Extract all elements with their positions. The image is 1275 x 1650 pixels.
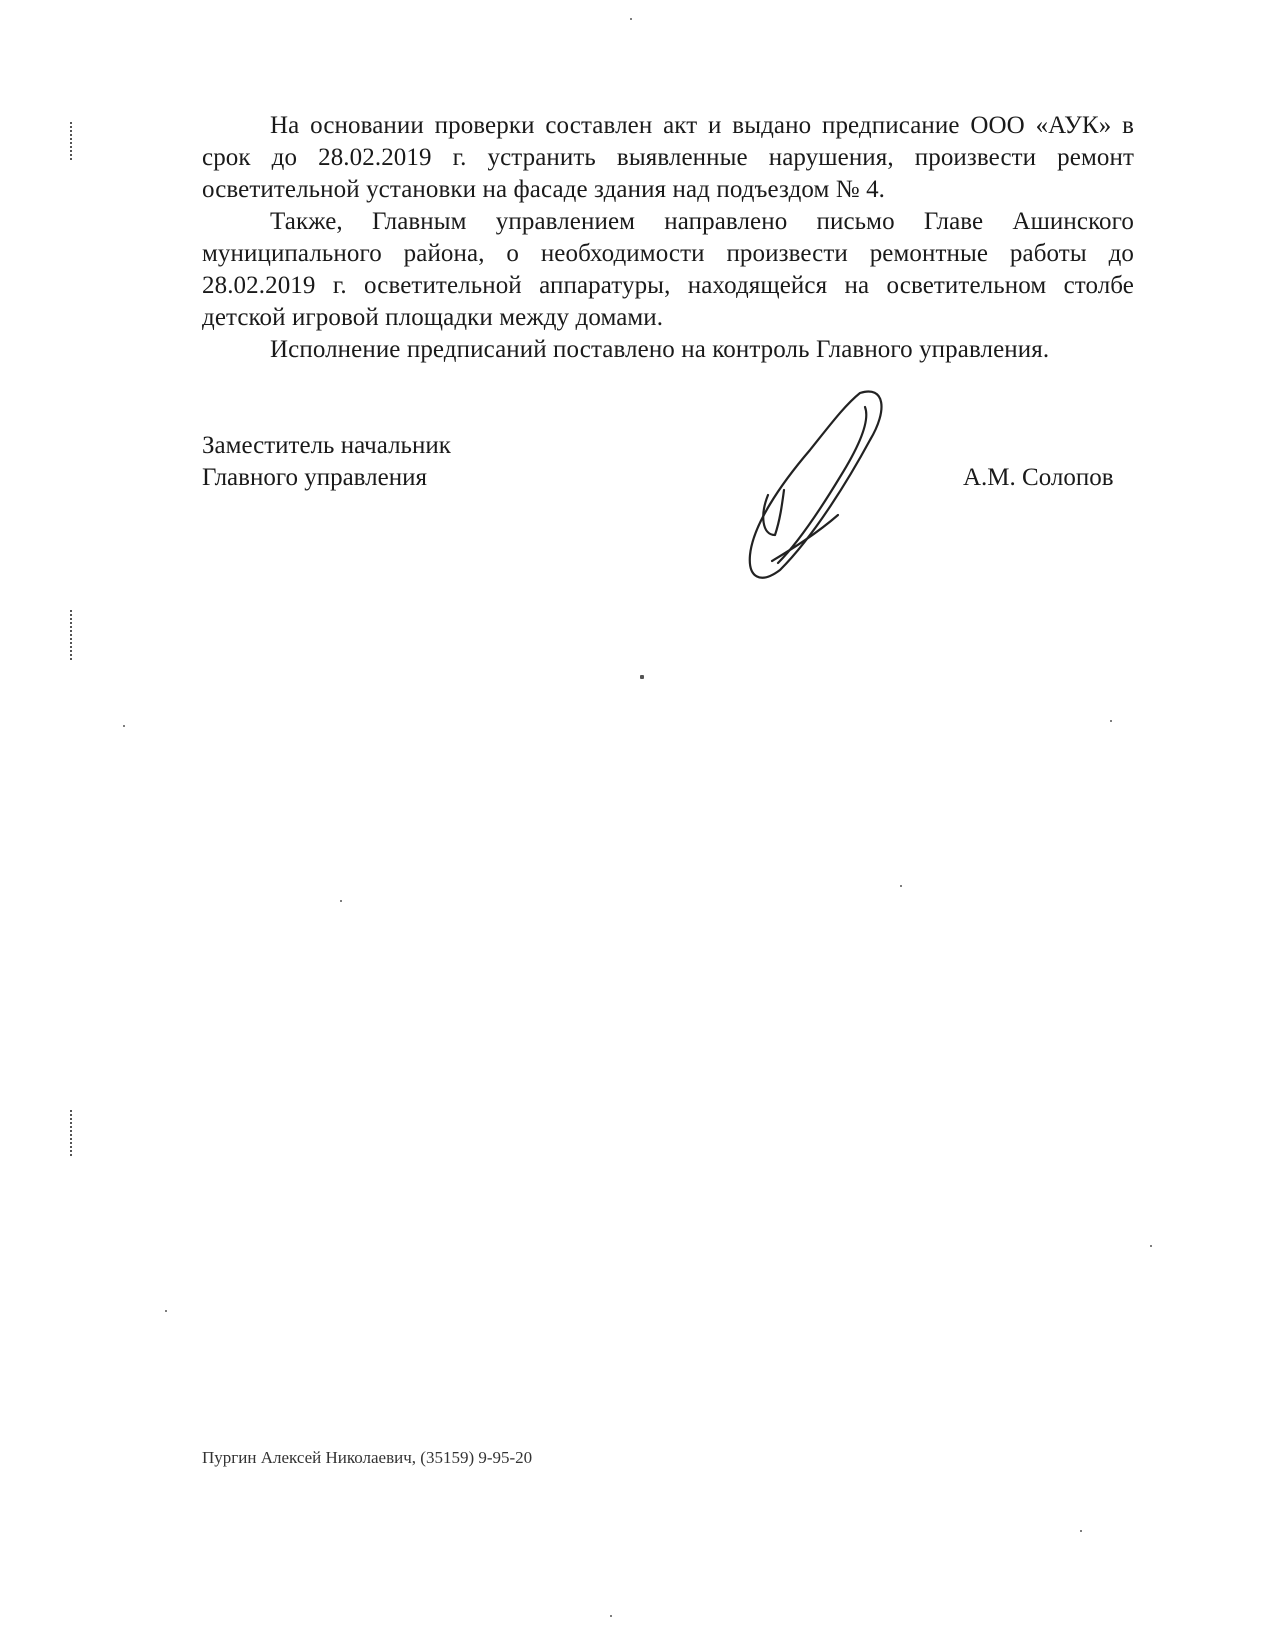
scan-speck	[1150, 1245, 1152, 1247]
scan-speck	[165, 1310, 167, 1312]
paragraph-letter-to-head: Также, Главным управлением направлено письмо Главе Ашинского муниципального района, о необходимости произвести ремонтные работы до 28.02.2019 г. осветительной аппаратуры, находящейся на осветительном столбе детской игровой площадки между домами.	[202, 208, 1134, 331]
scan-speck	[630, 18, 632, 20]
letter-body	[202, 110, 1134, 366]
binder-mark	[70, 1110, 72, 1156]
paragraph-inspection: На основании проверки составлен акт и выдано предписание ООО «АУК» в срок до 28.02.2019 г. устранить выявленные нарушения, произвести ремонт осветительной установки на фасаде здания над подъездом № 4.	[202, 112, 1134, 203]
scan-speck	[340, 900, 342, 902]
binder-mark	[70, 122, 72, 162]
signatory-title-line2: Главного управления	[202, 464, 427, 491]
scan-speck	[900, 885, 902, 887]
signatory-name: А.М. Солопов	[963, 464, 1114, 491]
executor-contact: Пургин Алексей Николаевич, (35159) 9-95-20	[202, 1448, 533, 1467]
scan-speck	[1080, 1530, 1082, 1532]
scan-speck	[640, 675, 644, 679]
handwritten-signature	[720, 385, 890, 585]
signatory-title	[202, 430, 451, 494]
paragraph-control: Исполнение предписаний поставлено на контроль Главного управления.	[270, 336, 1050, 363]
scan-speck	[610, 1615, 612, 1617]
scan-speck	[1110, 720, 1112, 722]
binder-mark	[70, 610, 72, 660]
signatory-title-line1: Заместитель начальник	[202, 432, 451, 459]
scan-speck	[123, 725, 125, 727]
